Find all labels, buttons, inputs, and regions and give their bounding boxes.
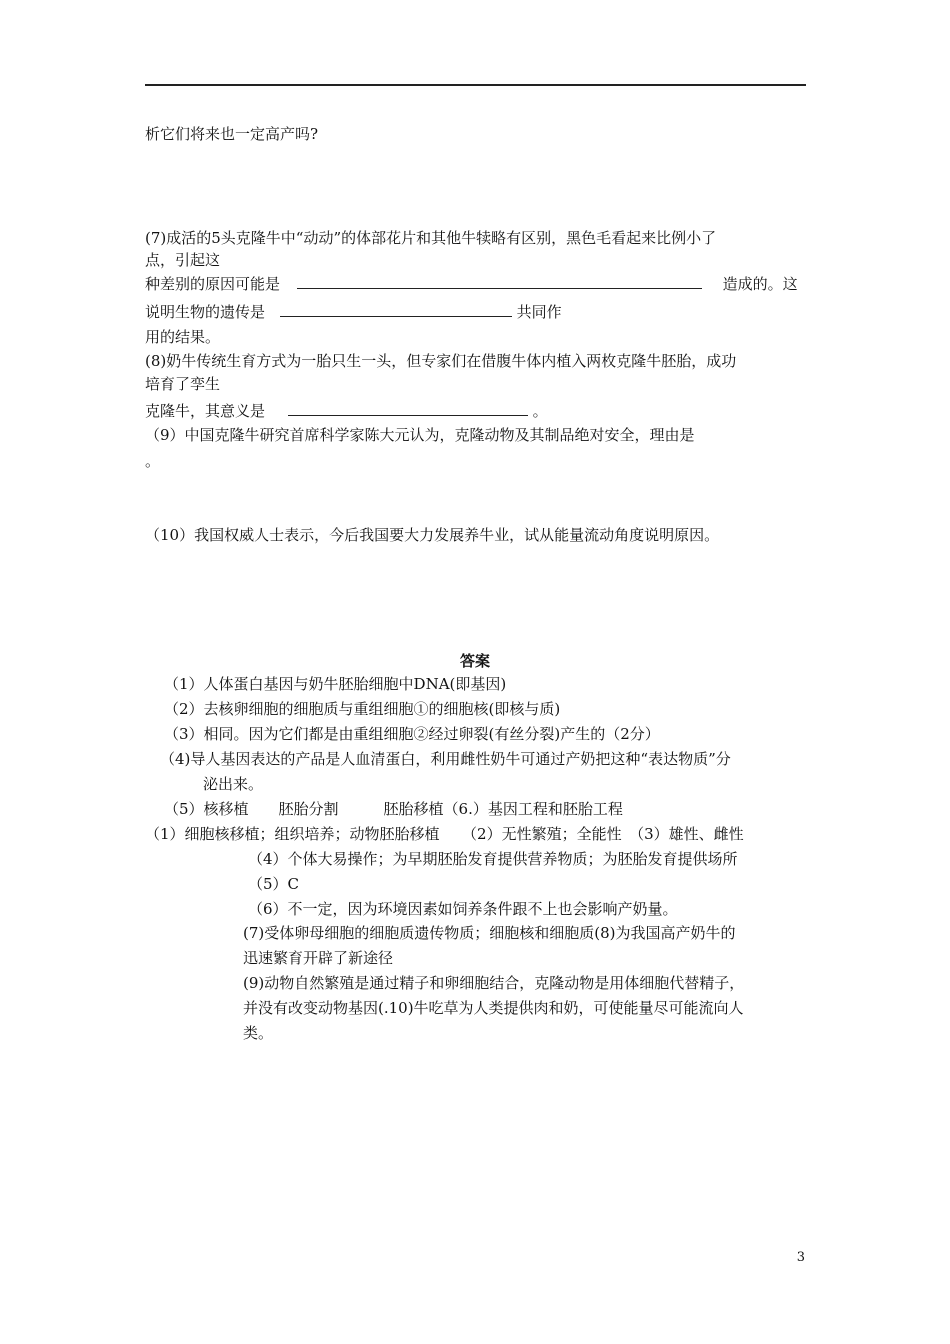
answer-b9-line1: (9)动物自然繁殖是通过精子和卵细胞结合，克隆动物是用体细胞代替精子， (243, 974, 745, 992)
answer-b1: （1）细胞核移植；组织培养；动物胚胎移植 （2）无性繁殖；全能性 （3）雄性、雌性 (145, 825, 744, 843)
q8-line3-text: 克隆牛，其意义是 (145, 402, 266, 420)
page-number: 3 (796, 1250, 805, 1265)
answers-title: 答案 (459, 652, 490, 670)
header-text: 析它们将来也一定高产吗? (145, 125, 319, 143)
answer-4-line2: 泌出来。 (203, 775, 264, 793)
q8-line3 (145, 401, 548, 421)
q7-line2: 点，引起这 (145, 251, 221, 269)
answer-b4: （4）个体大易操作；为早期胚胎发育提供营养物质；为胚胎发育提供场所 (248, 850, 738, 868)
answer-b9-line3: 类。 (243, 1024, 274, 1042)
header-rule (145, 84, 806, 86)
q7-line3-tail: 造成的。这 (722, 275, 798, 293)
q7-line3 (145, 274, 798, 294)
q8-line1: (8)奶牛传统生育方式为一胎只生一头，但专家们在借腹牛体内植入两枚克隆牛胚胎，成功 (145, 352, 737, 370)
q7-line1: (7)成活的5头克隆牛中“动动”的体部花片和其他牛犊略有区别，黑色毛看起来比例小了 (145, 229, 717, 247)
q7-line3-text: 种差别的原因可能是 (145, 275, 281, 293)
q10-line: （10）我国权威人士表示，今后我国要大力发展养牛业，试从能量流动角度说明原因。 (145, 526, 720, 544)
answer-b9-line2: 并没有改变动物基因(.10)牛吃草为人类提供肉和奶，可使能量尽可能流向人 (243, 999, 744, 1017)
answer-1: （1）人体蛋白基因与奶牛胚胎细胞中DNA(即基因) (164, 675, 507, 693)
answer-2: （2）去核卵细胞的细胞质与重组细胞①的细胞核(即核与质) (164, 700, 561, 718)
answer-b7-line1: (7)受体卵母细胞的细胞质遗传物质；细胞核和细胞质(8)为我国高产奶牛的 (243, 924, 736, 942)
q7-line4-text: 说明生物的遗传是 (145, 303, 266, 321)
answer-3: （3）相同。因为它们都是由重组细胞②经过卵裂(有丝分裂)产生的（2分） (164, 725, 660, 743)
answer-b5: （5）C (248, 875, 300, 893)
answer-b7-line2: 迅速繁育开辟了新途径 (243, 949, 394, 967)
q8-line3-tail: 。 (532, 402, 548, 420)
q7-answer-blank-1[interactable] (297, 274, 702, 289)
q8-answer-blank[interactable] (288, 401, 528, 416)
answer-5: （5）核移植 胚胎分割 胚胎移植（6.）基因工程和胚胎工程 (164, 800, 623, 818)
q9-line1: （9）中国克隆牛研究首席科学家陈大元认为，克隆动物及其制品绝对安全，理由是 (145, 426, 695, 444)
q7-line4-tail: 共同作 (516, 303, 562, 321)
q7-line5: 用的结果。 (145, 328, 221, 346)
q9-line2: 。 (145, 452, 161, 470)
answer-4-line1: （4)导人基因表达的产品是人血清蛋白，利用雌性奶牛可通过产奶把这种“表达物质”分 (160, 750, 731, 768)
q7-line4 (145, 302, 562, 322)
q8-line2: 培育了孪生 (145, 375, 221, 393)
answer-b6: （6）不一定，因为环境因素如饲养条件跟不上也会影响产奶量。 (248, 900, 678, 918)
q7-answer-blank-2[interactable] (280, 302, 512, 317)
